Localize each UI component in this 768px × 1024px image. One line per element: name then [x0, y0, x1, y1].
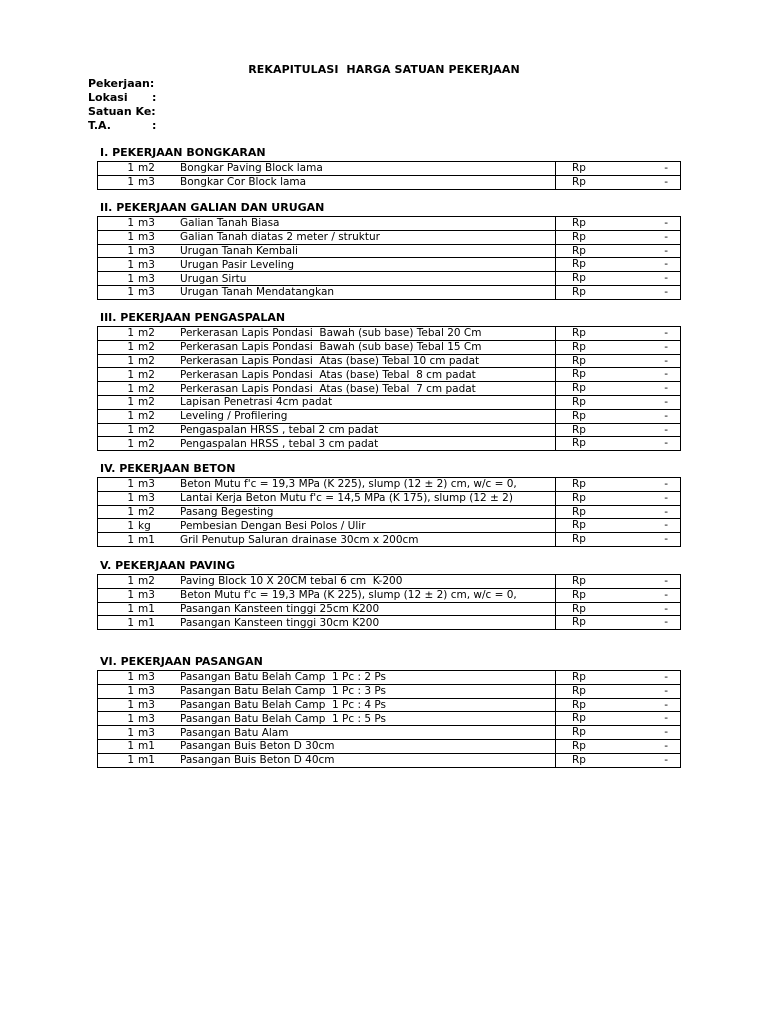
item-description: Pasangan Batu Belah Camp 1 Pc : 2 Ps: [180, 671, 387, 684]
item-quantity: 1: [127, 685, 134, 698]
item-description: Pasangan Batu Belah Camp 1 Pc : 3 Ps: [180, 685, 387, 698]
currency-label: Rp: [572, 739, 586, 752]
currency-label: Rp: [572, 382, 586, 395]
item-price-cell: [556, 712, 681, 726]
price-value: -: [664, 272, 668, 285]
price-value: -: [664, 217, 668, 229]
item-quantity: 1: [127, 162, 134, 175]
item-description: Urugan Tanah Mendatangkan: [180, 286, 335, 299]
item-price-cell: [556, 726, 681, 740]
table-row: [98, 258, 681, 272]
item-unit: m3: [138, 176, 155, 189]
item-description-cell: [98, 726, 556, 740]
price-value: -: [664, 478, 668, 490]
item-quantity: 1: [127, 423, 134, 436]
item-price-cell: [556, 602, 681, 616]
items-table: [97, 161, 681, 190]
item-description-cell: [98, 739, 556, 753]
price-value: -: [664, 230, 668, 243]
item-description-cell: [98, 602, 556, 616]
price-value: -: [664, 575, 668, 587]
currency-label: Rp: [572, 217, 586, 229]
table-row: [98, 533, 681, 547]
item-quantity: 1: [127, 286, 134, 299]
table-row: [98, 244, 681, 258]
item-description-cell: [98, 175, 556, 189]
item-unit: m2: [138, 162, 155, 175]
currency-label: Rp: [572, 327, 586, 339]
item-price-cell: [556, 423, 681, 437]
table-row: [98, 712, 681, 726]
currency-label: Rp: [572, 671, 586, 683]
item-quantity: 1: [127, 327, 134, 340]
section-4: [97, 462, 680, 547]
item-description: Pengaspalan HRSS , tebal 3 cm padat: [180, 437, 379, 450]
item-description-cell: [98, 258, 556, 272]
item-price-cell: [556, 244, 681, 258]
item-description-cell: [98, 272, 556, 286]
item-quantity: 1: [127, 505, 134, 518]
item-quantity: 1: [127, 575, 134, 588]
table-row: [98, 616, 681, 630]
item-price-cell: [556, 671, 681, 685]
item-description-cell: [98, 423, 556, 437]
item-price-cell: [556, 327, 681, 341]
item-unit: m3: [138, 726, 155, 739]
item-price-cell: [556, 175, 681, 189]
item-description-cell: [98, 368, 556, 382]
currency-label: Rp: [572, 395, 586, 408]
item-price-cell: [556, 588, 681, 602]
item-unit: m2: [138, 410, 155, 423]
section-6: [97, 655, 680, 768]
price-value: -: [664, 698, 668, 711]
table-row: [98, 327, 681, 341]
items-table: [97, 670, 681, 768]
item-description: Pasangan Buis Beton D 30cm: [180, 740, 335, 753]
currency-label: Rp: [572, 478, 586, 490]
price-value: -: [664, 382, 668, 395]
item-description-cell: [98, 671, 556, 685]
item-description: Bongkar Paving Block lama: [180, 162, 323, 175]
item-description-cell: [98, 698, 556, 712]
item-unit: m3: [138, 698, 155, 711]
price-value: -: [664, 616, 668, 629]
item-quantity: 1: [127, 231, 134, 244]
item-quantity: 1: [127, 272, 134, 285]
item-description: Pasangan Batu Belah Camp 1 Pc : 4 Ps: [180, 698, 387, 711]
item-quantity: 1: [127, 437, 134, 450]
table-row: [98, 217, 681, 231]
price-value: -: [664, 354, 668, 367]
table-row: [98, 382, 681, 396]
table-row: [98, 491, 681, 505]
item-price-cell: [556, 739, 681, 753]
item-unit: m3: [138, 244, 155, 257]
item-quantity: 1: [127, 410, 134, 423]
item-price-cell: [556, 382, 681, 396]
item-unit: m3: [138, 589, 155, 602]
item-price-cell: [556, 698, 681, 712]
item-description-cell: [98, 533, 556, 547]
price-value: -: [664, 423, 668, 436]
currency-label: Rp: [572, 340, 586, 353]
item-description: Lantai Kerja Beton Mutu f'c = 14,5 MPa (K 175), slump (12 ± 2): [180, 492, 513, 505]
table-row: [98, 368, 681, 382]
section-2: [97, 201, 680, 300]
item-price-cell: [556, 533, 681, 547]
price-value: -: [664, 505, 668, 518]
item-price-cell: [556, 684, 681, 698]
currency-label: Rp: [572, 368, 586, 381]
price-value: -: [664, 175, 668, 188]
item-quantity: 1: [127, 726, 134, 739]
item-description-cell: [98, 753, 556, 767]
item-description: Gril Penutup Saluran drainase 30cm x 200cm: [180, 533, 419, 546]
currency-label: Rp: [572, 437, 586, 450]
item-description-cell: [98, 327, 556, 341]
table-row: [98, 162, 681, 176]
item-quantity: 1: [127, 368, 134, 381]
item-price-cell: [556, 217, 681, 231]
item-unit: m2: [138, 505, 155, 518]
currency-label: Rp: [572, 491, 586, 504]
item-quantity: 1: [127, 712, 134, 725]
meta-colon: :: [152, 119, 157, 132]
item-quantity: 1: [127, 533, 134, 546]
currency-label: Rp: [572, 575, 586, 587]
currency-label: Rp: [572, 230, 586, 243]
item-price-cell: [556, 258, 681, 272]
item-description: Perkerasan Lapis Pondasi Atas (base) Tebal 8 cm padat: [180, 368, 476, 381]
table-row: [98, 340, 681, 354]
item-description-cell: [98, 382, 556, 396]
item-description-cell: [98, 354, 556, 368]
item-description: Pasangan Buis Beton D 40cm: [180, 754, 335, 767]
item-description-cell: [98, 505, 556, 519]
price-value: -: [664, 244, 668, 257]
currency-label: Rp: [572, 684, 586, 697]
item-unit: m2: [138, 341, 155, 354]
item-description: Perkerasan Lapis Pondasi Bawah (sub base) Tebal 20 Cm: [180, 327, 482, 340]
price-value: -: [664, 753, 668, 766]
item-price-cell: [556, 519, 681, 533]
currency-label: Rp: [572, 616, 586, 629]
item-description-cell: [98, 519, 556, 533]
item-description: Lapisan Penetrasi 4cm padat: [180, 396, 333, 409]
item-unit: m2: [138, 423, 155, 436]
price-value: -: [664, 684, 668, 697]
item-quantity: 1: [127, 754, 134, 767]
item-quantity: 1: [127, 478, 134, 491]
table-row: [98, 739, 681, 753]
item-unit: m3: [138, 258, 155, 271]
item-description-cell: [98, 437, 556, 451]
item-unit: m3: [138, 712, 155, 725]
item-unit: m1: [138, 740, 155, 753]
item-unit: m3: [138, 286, 155, 299]
table-row: [98, 602, 681, 616]
item-price-cell: [556, 354, 681, 368]
price-value: -: [664, 739, 668, 752]
item-description: Bongkar Cor Block lama: [180, 176, 307, 189]
item-quantity: 1: [127, 354, 134, 367]
item-description: Perkerasan Lapis Pondasi Atas (base) Tebal 10 cm padat: [180, 354, 480, 367]
meta-label: Satuan Ke:: [88, 105, 156, 118]
item-description-cell: [98, 162, 556, 176]
item-description-cell: [98, 616, 556, 630]
item-description: Perkerasan Lapis Pondasi Atas (base) Tebal 7 cm padat: [180, 382, 476, 395]
item-unit: m2: [138, 382, 155, 395]
table-row: [98, 272, 681, 286]
section-title: II. PEKERJAAN GALIAN DAN URUGAN: [100, 201, 325, 214]
item-unit: m3: [138, 492, 155, 505]
item-price-cell: [556, 409, 681, 423]
item-unit: m1: [138, 616, 155, 629]
table-row: [98, 505, 681, 519]
currency-label: Rp: [572, 423, 586, 436]
item-quantity: 1: [127, 382, 134, 395]
item-description-cell: [98, 478, 556, 492]
currency-label: Rp: [572, 753, 586, 766]
item-description: Leveling / Profilering: [180, 410, 288, 423]
item-description: Urugan Pasir Leveling: [180, 258, 295, 271]
item-price-cell: [556, 478, 681, 492]
item-price-cell: [556, 575, 681, 589]
item-price-cell: [556, 491, 681, 505]
item-price-cell: [556, 340, 681, 354]
item-price-cell: [556, 368, 681, 382]
item-quantity: 1: [127, 492, 134, 505]
items-table: [97, 574, 681, 630]
item-description: Galian Tanah Biasa: [180, 217, 280, 230]
item-description: Pengaspalan HRSS , tebal 2 cm padat: [180, 423, 379, 436]
table-row: [98, 285, 681, 299]
item-description-cell: [98, 575, 556, 589]
table-row: [98, 230, 681, 244]
item-price-cell: [556, 395, 681, 409]
item-unit: m2: [138, 396, 155, 409]
section-1: [97, 146, 680, 190]
currency-label: Rp: [572, 602, 586, 615]
item-description-cell: [98, 588, 556, 602]
item-description: Pasang Begesting: [180, 505, 274, 518]
table-row: [98, 175, 681, 189]
items-table: [97, 216, 681, 300]
item-description: Beton Mutu f'c = 19,3 MPa (K 225), slump (12 ± 2) cm, w/c = 0,: [180, 589, 517, 602]
item-unit: m1: [138, 602, 155, 615]
item-quantity: 1: [127, 602, 134, 615]
item-quantity: 1: [127, 589, 134, 602]
item-price-cell: [556, 616, 681, 630]
table-row: [98, 423, 681, 437]
price-value: -: [664, 285, 668, 298]
item-quantity: 1: [127, 740, 134, 753]
item-description-cell: [98, 684, 556, 698]
table-row: [98, 409, 681, 423]
page-title: REKAPITULASI HARGA SATUAN PEKERJAAN: [248, 63, 520, 76]
item-description: Paving Block 10 X 20CM tebal 6 cm K-200: [180, 575, 403, 588]
item-unit: m2: [138, 575, 155, 588]
item-quantity: 1: [127, 616, 134, 629]
item-description: Pasangan Batu Belah Camp 1 Pc : 5 Ps: [180, 712, 387, 725]
price-value: -: [664, 437, 668, 450]
item-unit: m3: [138, 272, 155, 285]
item-unit: kg: [138, 519, 151, 532]
item-description-cell: [98, 712, 556, 726]
price-value: -: [664, 533, 668, 546]
section-3: [97, 311, 680, 451]
price-value: -: [664, 409, 668, 422]
price-value: -: [664, 491, 668, 504]
item-quantity: 1: [127, 176, 134, 189]
item-description-cell: [98, 217, 556, 231]
table-row: [98, 671, 681, 685]
table-row: [98, 478, 681, 492]
table-row: [98, 354, 681, 368]
item-quantity: 1: [127, 698, 134, 711]
item-quantity: 1: [127, 258, 134, 271]
currency-label: Rp: [572, 175, 586, 188]
item-unit: m2: [138, 354, 155, 367]
item-price-cell: [556, 285, 681, 299]
item-quantity: 1: [127, 217, 134, 230]
table-row: [98, 684, 681, 698]
currency-label: Rp: [572, 285, 586, 298]
item-price-cell: [556, 230, 681, 244]
item-unit: m2: [138, 437, 155, 450]
table-row: [98, 588, 681, 602]
section-title: V. PEKERJAAN PAVING: [100, 559, 236, 572]
currency-label: Rp: [572, 162, 586, 174]
currency-label: Rp: [572, 726, 586, 739]
item-unit: m2: [138, 327, 155, 340]
item-description: Perkerasan Lapis Pondasi Bawah (sub base) Tebal 15 Cm: [180, 341, 482, 354]
table-row: [98, 698, 681, 712]
table-row: [98, 437, 681, 451]
item-unit: m1: [138, 754, 155, 767]
section-title: I. PEKERJAAN BONGKARAN: [100, 146, 266, 159]
item-price-cell: [556, 753, 681, 767]
currency-label: Rp: [572, 519, 586, 532]
item-quantity: 1: [127, 519, 134, 532]
table-row: [98, 519, 681, 533]
price-value: -: [664, 602, 668, 615]
table-row: [98, 395, 681, 409]
item-unit: m3: [138, 217, 155, 230]
item-quantity: 1: [127, 244, 134, 257]
item-description-cell: [98, 340, 556, 354]
meta-label: Lokasi: [88, 91, 128, 104]
item-description: Beton Mutu f'c = 19,3 MPa (K 225), slump (12 ± 2) cm, w/c = 0,: [180, 478, 517, 491]
item-unit: m2: [138, 368, 155, 381]
currency-label: Rp: [572, 712, 586, 725]
item-description-cell: [98, 395, 556, 409]
currency-label: Rp: [572, 698, 586, 711]
table-row: [98, 575, 681, 589]
item-description-cell: [98, 409, 556, 423]
item-unit: m1: [138, 533, 155, 546]
price-value: -: [664, 258, 668, 271]
item-description-cell: [98, 491, 556, 505]
item-unit: m3: [138, 231, 155, 244]
meta-label: T.A.: [88, 119, 111, 132]
currency-label: Rp: [572, 588, 586, 601]
currency-label: Rp: [572, 244, 586, 257]
price-value: -: [664, 340, 668, 353]
section-title: III. PEKERJAAN PENGASPALAN: [100, 311, 286, 324]
currency-label: Rp: [572, 533, 586, 546]
price-value: -: [664, 368, 668, 381]
price-value: -: [664, 588, 668, 601]
item-description: Pasangan Kansteen tinggi 25cm K200: [180, 602, 380, 615]
section-5: [97, 559, 680, 630]
item-description-cell: [98, 230, 556, 244]
item-price-cell: [556, 272, 681, 286]
table-row: [98, 753, 681, 767]
price-value: -: [664, 671, 668, 683]
item-description: Pasangan Kansteen tinggi 30cm K200: [180, 616, 380, 629]
currency-label: Rp: [572, 272, 586, 285]
item-price-cell: [556, 162, 681, 176]
price-value: -: [664, 726, 668, 739]
currency-label: Rp: [572, 505, 586, 518]
item-price-cell: [556, 505, 681, 519]
item-description: Galian Tanah diatas 2 meter / struktur: [180, 231, 380, 244]
price-value: -: [664, 395, 668, 408]
currency-label: Rp: [572, 409, 586, 422]
item-description: Pembesian Dengan Besi Polos / Ulir: [180, 519, 366, 532]
item-quantity: 1: [127, 396, 134, 409]
item-price-cell: [556, 437, 681, 451]
item-quantity: 1: [127, 341, 134, 354]
item-unit: m3: [138, 685, 155, 698]
item-unit: m3: [138, 671, 155, 684]
meta-label: Pekerjaan:: [88, 77, 155, 90]
item-description: Urugan Sirtu: [180, 272, 247, 285]
currency-label: Rp: [572, 258, 586, 271]
item-description-cell: [98, 244, 556, 258]
price-value: -: [664, 162, 668, 174]
price-value: -: [664, 712, 668, 725]
meta-colon: :: [152, 91, 157, 104]
item-quantity: 1: [127, 671, 134, 684]
table-row: [98, 726, 681, 740]
items-table: [97, 326, 681, 451]
item-description-cell: [98, 285, 556, 299]
item-description: Urugan Tanah Kembali: [180, 244, 298, 257]
section-title: IV. PEKERJAAN BETON: [100, 462, 236, 475]
currency-label: Rp: [572, 354, 586, 367]
price-value: -: [664, 519, 668, 532]
section-title: VI. PEKERJAAN PASANGAN: [100, 655, 263, 668]
price-value: -: [664, 327, 668, 339]
item-description: Pasangan Batu Alam: [180, 726, 289, 739]
items-table: [97, 477, 681, 547]
item-unit: m3: [138, 478, 155, 491]
